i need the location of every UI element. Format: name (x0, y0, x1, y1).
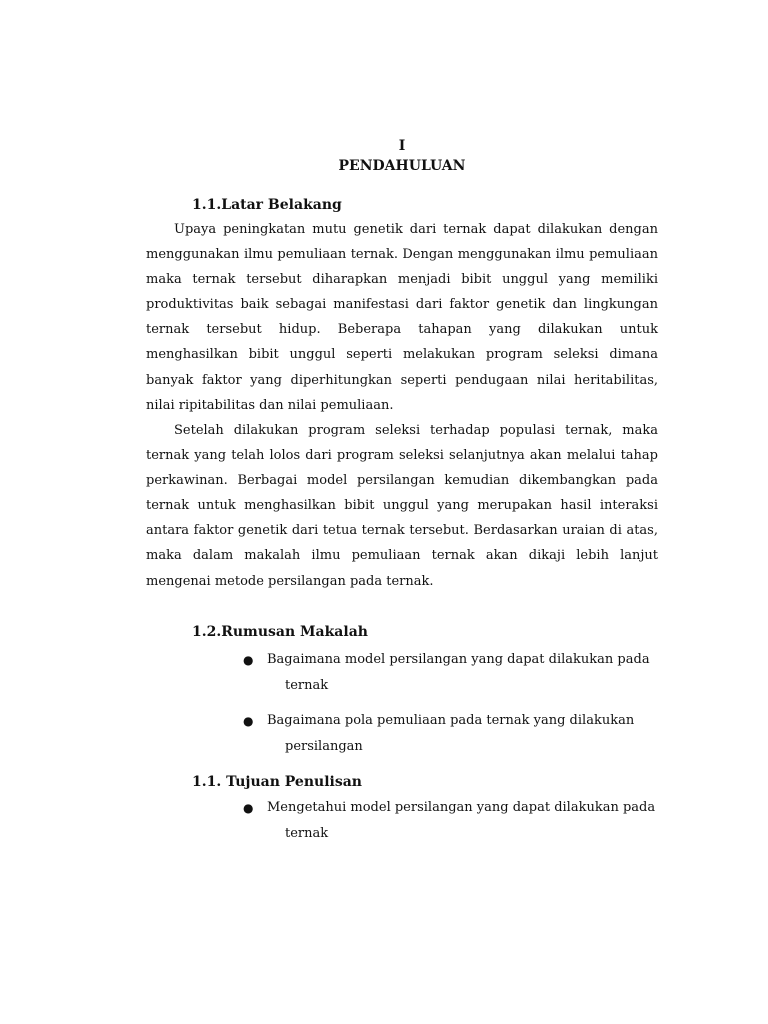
list-item-text: Bagaimana pola pemuliaan pada ternak yang dilakukan (267, 713, 635, 728)
bullet-icon: ● (243, 801, 254, 815)
list-item-text: Mengetahui model persilangan yang dapat dilakukan pada (267, 800, 656, 815)
list-item (243, 795, 663, 847)
bullet-icon: ● (243, 714, 254, 728)
list-item-text-continued: ternak (285, 826, 329, 841)
list-item-text-continued: ternak (285, 678, 329, 693)
list-item (243, 708, 663, 760)
list-item (243, 647, 663, 699)
list-item-text-continued: persilangan (285, 739, 363, 754)
paragraph-1: Upaya peningkatan mutu genetik dari ternak dapat dilakukan dengan menggunakan ilmu pemuliaan ternak. Dengan menggunakan ilmu pemuliaan maka ternak tersebut diharapkan menjadi bibit unggul yang memiliki produktivitas baik sebagai manifestasi dari faktor genetik dan lingkungan ternak tersebut hidup. Beberapa tahapan yang dilakukan untuk menghasilkan bibit unggul seperti melakukan program seleksi dimana banyak faktor yang diperhitungkan seperti pendugaan nilai heritabilitas, nilai ripitabilitas dan nilai pemuliaan. (146, 222, 658, 413)
section-heading-latar-belakang: 1.1.Latar Belakang (192, 197, 342, 213)
section-heading-rumusan-makalah: 1.2.Rumusan Makalah (192, 624, 368, 640)
bullet-icon: ● (243, 653, 254, 667)
chapter-title: PENDAHULUAN (338, 158, 466, 174)
list-item-text: Bagaimana model persilangan yang dapat dilakukan pada (267, 652, 650, 667)
section-heading-tujuan-penulisan: 1.1. Tujuan Penulisan (192, 774, 362, 790)
chapter-number: I (398, 138, 406, 154)
paragraph-2: Setelah dilakukan program seleksi terhadap populasi ternak, maka ternak yang telah lolos dari program seleksi selanjutnya akan melalui tahap perkawinan. Berbagai model persilangan kemudian dikembangkan pada ternak untuk menghasilkan bibit unggul yang merupakan hasil interaksi antara faktor genetik dari tetua ternak tersebut. Berdasarkan uraian di atas, maka dalam makalah ilmu pemuliaan ternak akan dikaji lebih lanjut mengenai metode persilangan pada ternak. (146, 423, 658, 589)
